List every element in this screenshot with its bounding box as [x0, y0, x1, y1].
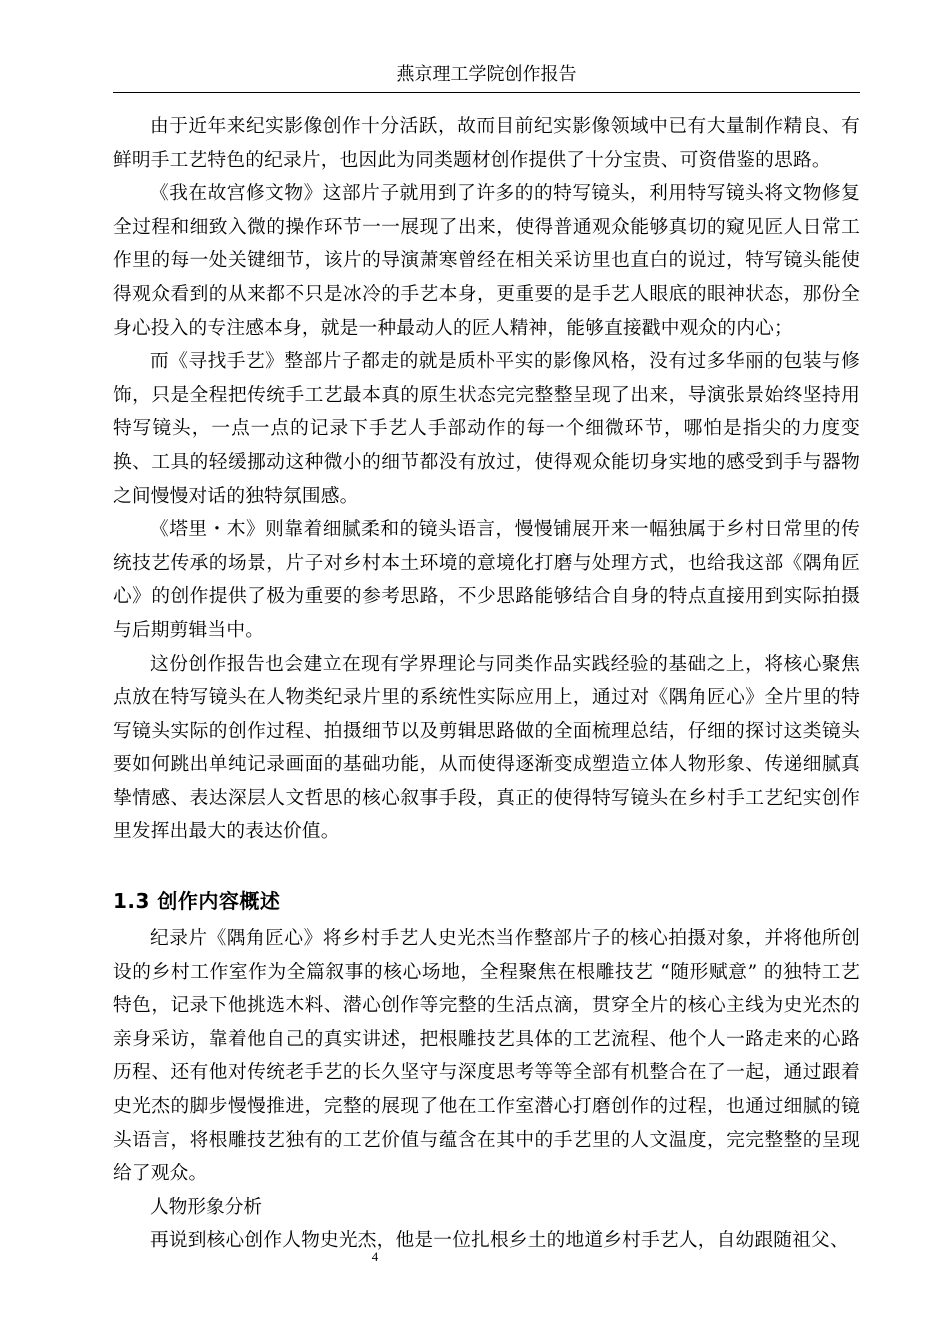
body-paragraph: 由于近年来纪实影像创作十分活跃，故而目前纪实影像领域中已有大量制作精良、有鲜明手工艺特色的纪录片，也因此为同类题材创作提供了十分宝贵、可资借鉴的思路。 — [113, 116, 860, 171]
body-paragraph: 《塔里・木》则靠着细腻柔和的镜头语言，慢慢铺展开来一幅独属于乡村日常里的传统技艺传承的场景，片子对乡村本土环境的意境化打磨与处理方式，也给我这部《隅角匠心》的创作提供了极为重要的参考思路，不少思路能够结合自身的特点直接用到实际拍摄与后期剪辑当中。 — [113, 519, 860, 641]
body-paragraph: 而《寻找手艺》整部片子都走的就是质朴平实的影像风格，没有过多华丽的包装与修饰，只是全程把传统手工艺最本真的原生状态完完整整呈现了出来，导演张景始终坚持用特写镜头，一点一点的记录下手艺人手部动作的每一个细微环节，哪怕是指尖的力度变换、工具的轻缓挪动这种微小的细节都没有放过，使得观众能切身实地的感受到手与器物之间慢慢对话的独特氛围感。 — [113, 351, 860, 507]
page-header: 燕京理工学院创作报告 — [113, 64, 860, 93]
body-paragraph: 再说到核心创作人物史光杰，他是一位扎根乡土的地道乡村手艺人，自幼跟随祖父、 — [150, 1230, 849, 1252]
document-body — [113, 110, 860, 1258]
body-paragraph: 这份创作报告也会建立在现有学界理论与同类作品实践经验的基础之上，将核心聚焦点放在特写镜头在人物类纪录片里的系统性实际应用上，通过对《隅角匠心》全片里的特写镜头实际的创作过程、拍摄细节以及剪辑思路做的全面梳理总结，仔细的探讨这类镜头要如何跳出单纯记录画面的基础功能，从而使得逐渐变成塑造立体人物形象、传递细腻真挚情感、表达深层人文哲思的核心叙事手段，真正的使得特写镜头在乡村手工艺纪实创作里发挥出最大的表达价值。 — [113, 653, 860, 843]
body-paragraph: 纪录片《隅角匠心》将乡村手艺人史光杰当作整部片子的核心拍摄对象，并将他所创设的乡村工作室作为全篇叙事的核心场地，全程聚焦在根雕技艺 “随形赋意” 的独特工艺特色，记录下他挑选木料、潜心创作等完整的生活点滴，贯穿全片的核心主线为史光杰的亲身采访，靠着他自己的真实讲述，把根雕技艺具体的工艺流程、他个人一路走来的心路历程、还有他对传统老手艺的长久坚守与深度思考等等全部有机整合在了一起，通过跟着史光杰的脚步慢慢推进，完整的展现了他在工作室潜心打磨创作的过程，也通过细腻的镜头语言，将根雕技艺独有的工艺价值与蕴含在其中的手艺里的人文温度，完完整整的呈现给了观众。 — [113, 928, 860, 1185]
section-heading: 1.3 创作内容概述 — [113, 889, 281, 914]
subheading: 人物形象分析 — [150, 1196, 263, 1218]
body-paragraph: 《我在故宫修文物》这部片子就用到了许多的的特写镜头，利用特写镜头将文物修复全过程和细致入微的操作环节一一展现了出来，使得普通观众能够真切的窥见匠人日常工作里的每一处关键细节，该片的导演萧寒曾经在相关采访里也直白的说过，特写镜头能使得观众看到的从来都不只是冰冷的手艺本身，更重要的是手艺人眼底的眼神状态，那份全身心投入的专注感本身，就是一种最动人的匠人精神，能够直接戳中观众的内心； — [113, 183, 860, 339]
page-number: 4 — [371, 1249, 379, 1264]
